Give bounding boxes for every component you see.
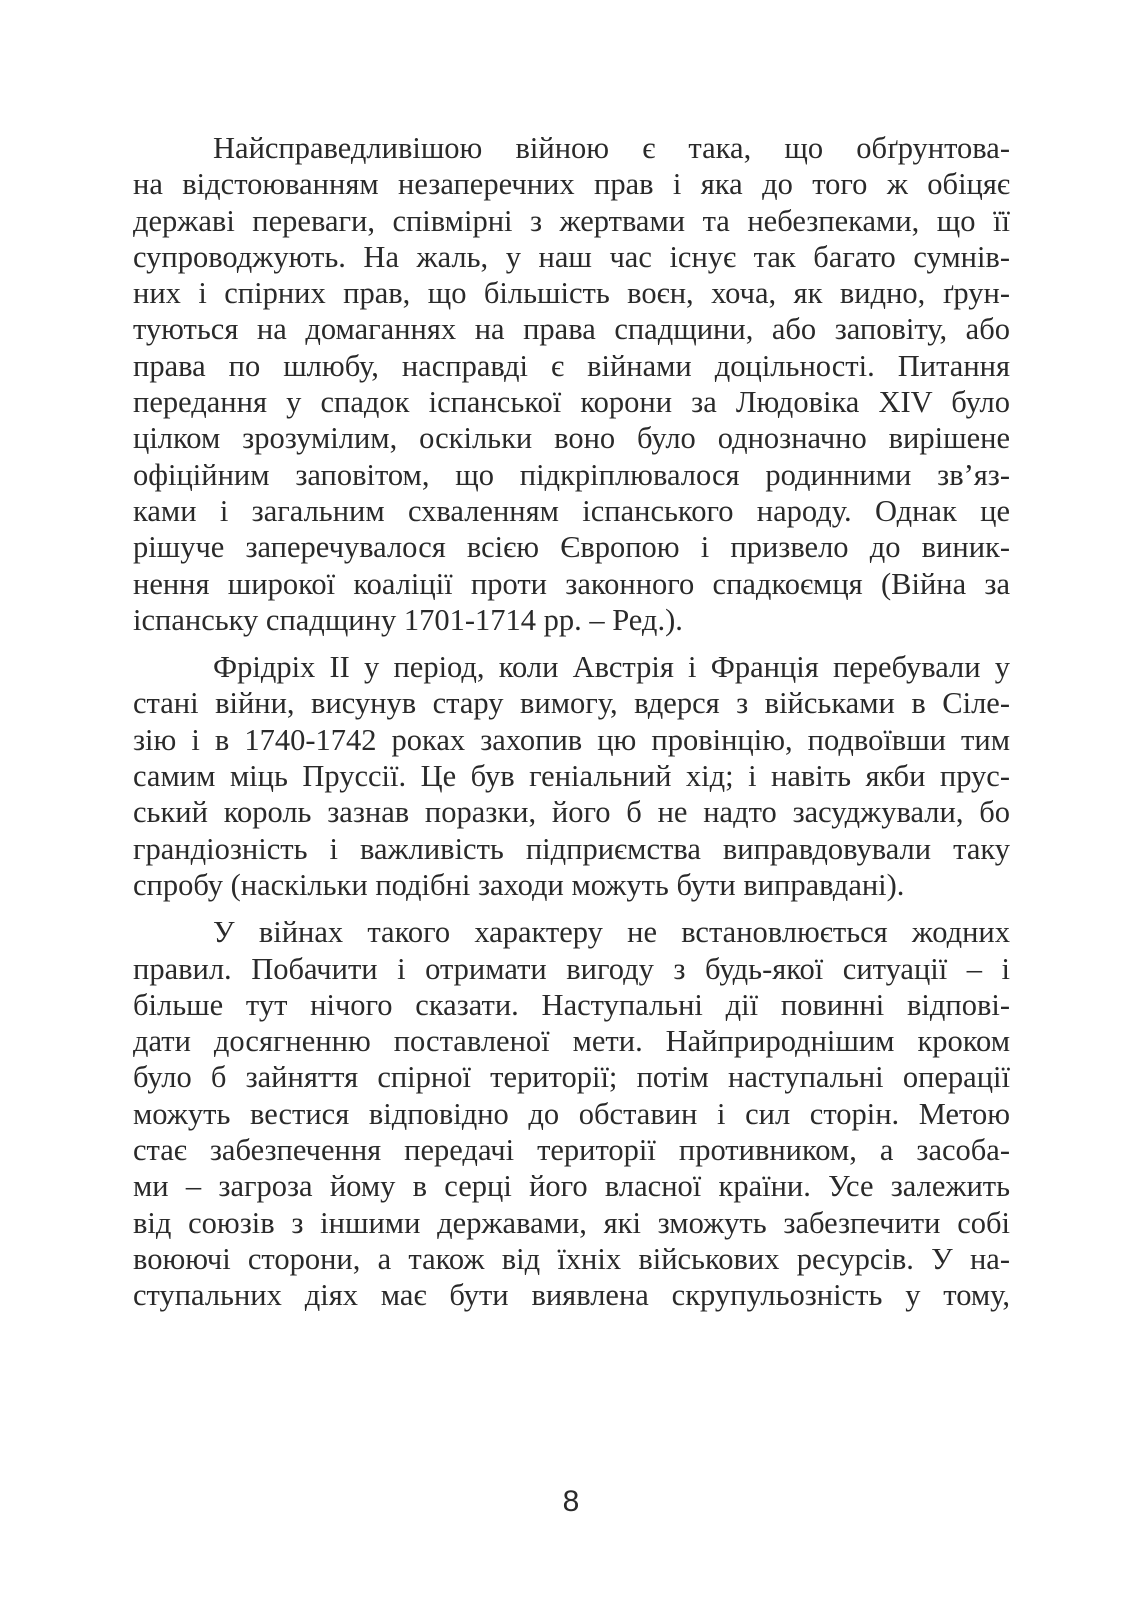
text-line: офіційним заповітом, що підкріплювалося родинними зв’яз- — [133, 457, 1010, 492]
paragraph-3 — [133, 914, 1010, 1313]
text-line: У війнах такого характеру не встановлюється жодних — [213, 915, 1010, 950]
text-line: нення широкої коаліції проти законного спадкоємця (Війна за — [133, 566, 1010, 601]
text-line: можуть вестися відповідно до обставин і сил сторін. Метою — [133, 1096, 1010, 1131]
text-line: рішуче заперечувалося всією Європою і призвело до виник- — [133, 530, 1010, 565]
text-line: передання у спадок іспанської корони за Людовіка XIV було — [133, 385, 1010, 420]
text-line: ський король зазнав поразки, його б не надто засуджували, бо — [133, 795, 1010, 830]
text-line: ми – загроза йому в серці його власної країни. Усе залежить — [133, 1169, 1010, 1204]
text-line: ками і загальним схваленням іспанського народу. Однак це — [133, 493, 1010, 528]
text-line: грандіозність і важливість підприємства виправдовували таку — [133, 831, 1010, 866]
text-line: на відстоюванням незаперечних прав і яка до того ж обіцяє — [133, 167, 1010, 202]
text-line: було б зайняття спірної території; потім наступальні операції — [133, 1060, 1010, 1095]
text-line: зію і в 1740-1742 роках захопив цю провінцію, подвоївши тим — [133, 722, 1010, 757]
text-line: стані війни, висунув стару вимогу, вдерся з військами в Сіле- — [133, 686, 1010, 721]
paragraph-1 — [133, 130, 1010, 638]
text-line: самим міць Пруссії. Це був геніальний хід; і навіть якби прус- — [133, 759, 1010, 794]
page-number: 8 — [562, 1485, 580, 1518]
text-line: них і спірних прав, що більшість воєн, хоча, як видно, ґрун- — [133, 276, 1010, 311]
page-body — [133, 130, 1010, 1314]
text-line: іспанську спадщину 1701-1714 рр. – Ред.). — [133, 602, 683, 637]
text-line: Найсправедливішою війною є така, що обґрунтова- — [213, 131, 1010, 165]
text-line: супроводжують. На жаль, у наш час існує так багато сумнів- — [133, 239, 1010, 274]
text-line: стає забезпечення передачі території противником, а засоба- — [133, 1133, 1010, 1168]
text-line: державі переваги, співмірні з жертвами та небезпеками, що її — [133, 203, 1010, 238]
text-line: цілком зрозумілим, оскільки воно було однозначно вирішене — [133, 421, 1010, 456]
text-line: спробу (наскільки подібні заходи можуть бути виправдані). — [133, 867, 905, 902]
text-line: більше тут нічого сказати. Наступальні дії повинні відпові- — [133, 987, 1010, 1022]
text-line: від союзів з іншими державами, які зможуть забезпечити собі — [133, 1205, 1010, 1240]
text-line: туються на домаганнях на права спадщини, або заповіту, або — [133, 312, 1010, 347]
text-line: права по шлюбу, насправді є війнами доцільності. Питання — [133, 348, 1010, 383]
text-line: ступальних діях має бути виявлена скрупульозність у тому, — [133, 1278, 1010, 1313]
text-line: Фрідріх II у період, коли Австрія і Франція перебували у — [213, 650, 1010, 685]
text-line: воюючі сторони, а також від їхніх військових ресурсів. У на- — [133, 1241, 1010, 1276]
paragraph-2 — [133, 649, 1010, 903]
text-line: правил. Побачити і отримати вигоду з будь-якої ситуації – і — [133, 951, 1010, 986]
text-line: дати досягненню поставленої мети. Найприроднішим кроком — [133, 1024, 1010, 1059]
